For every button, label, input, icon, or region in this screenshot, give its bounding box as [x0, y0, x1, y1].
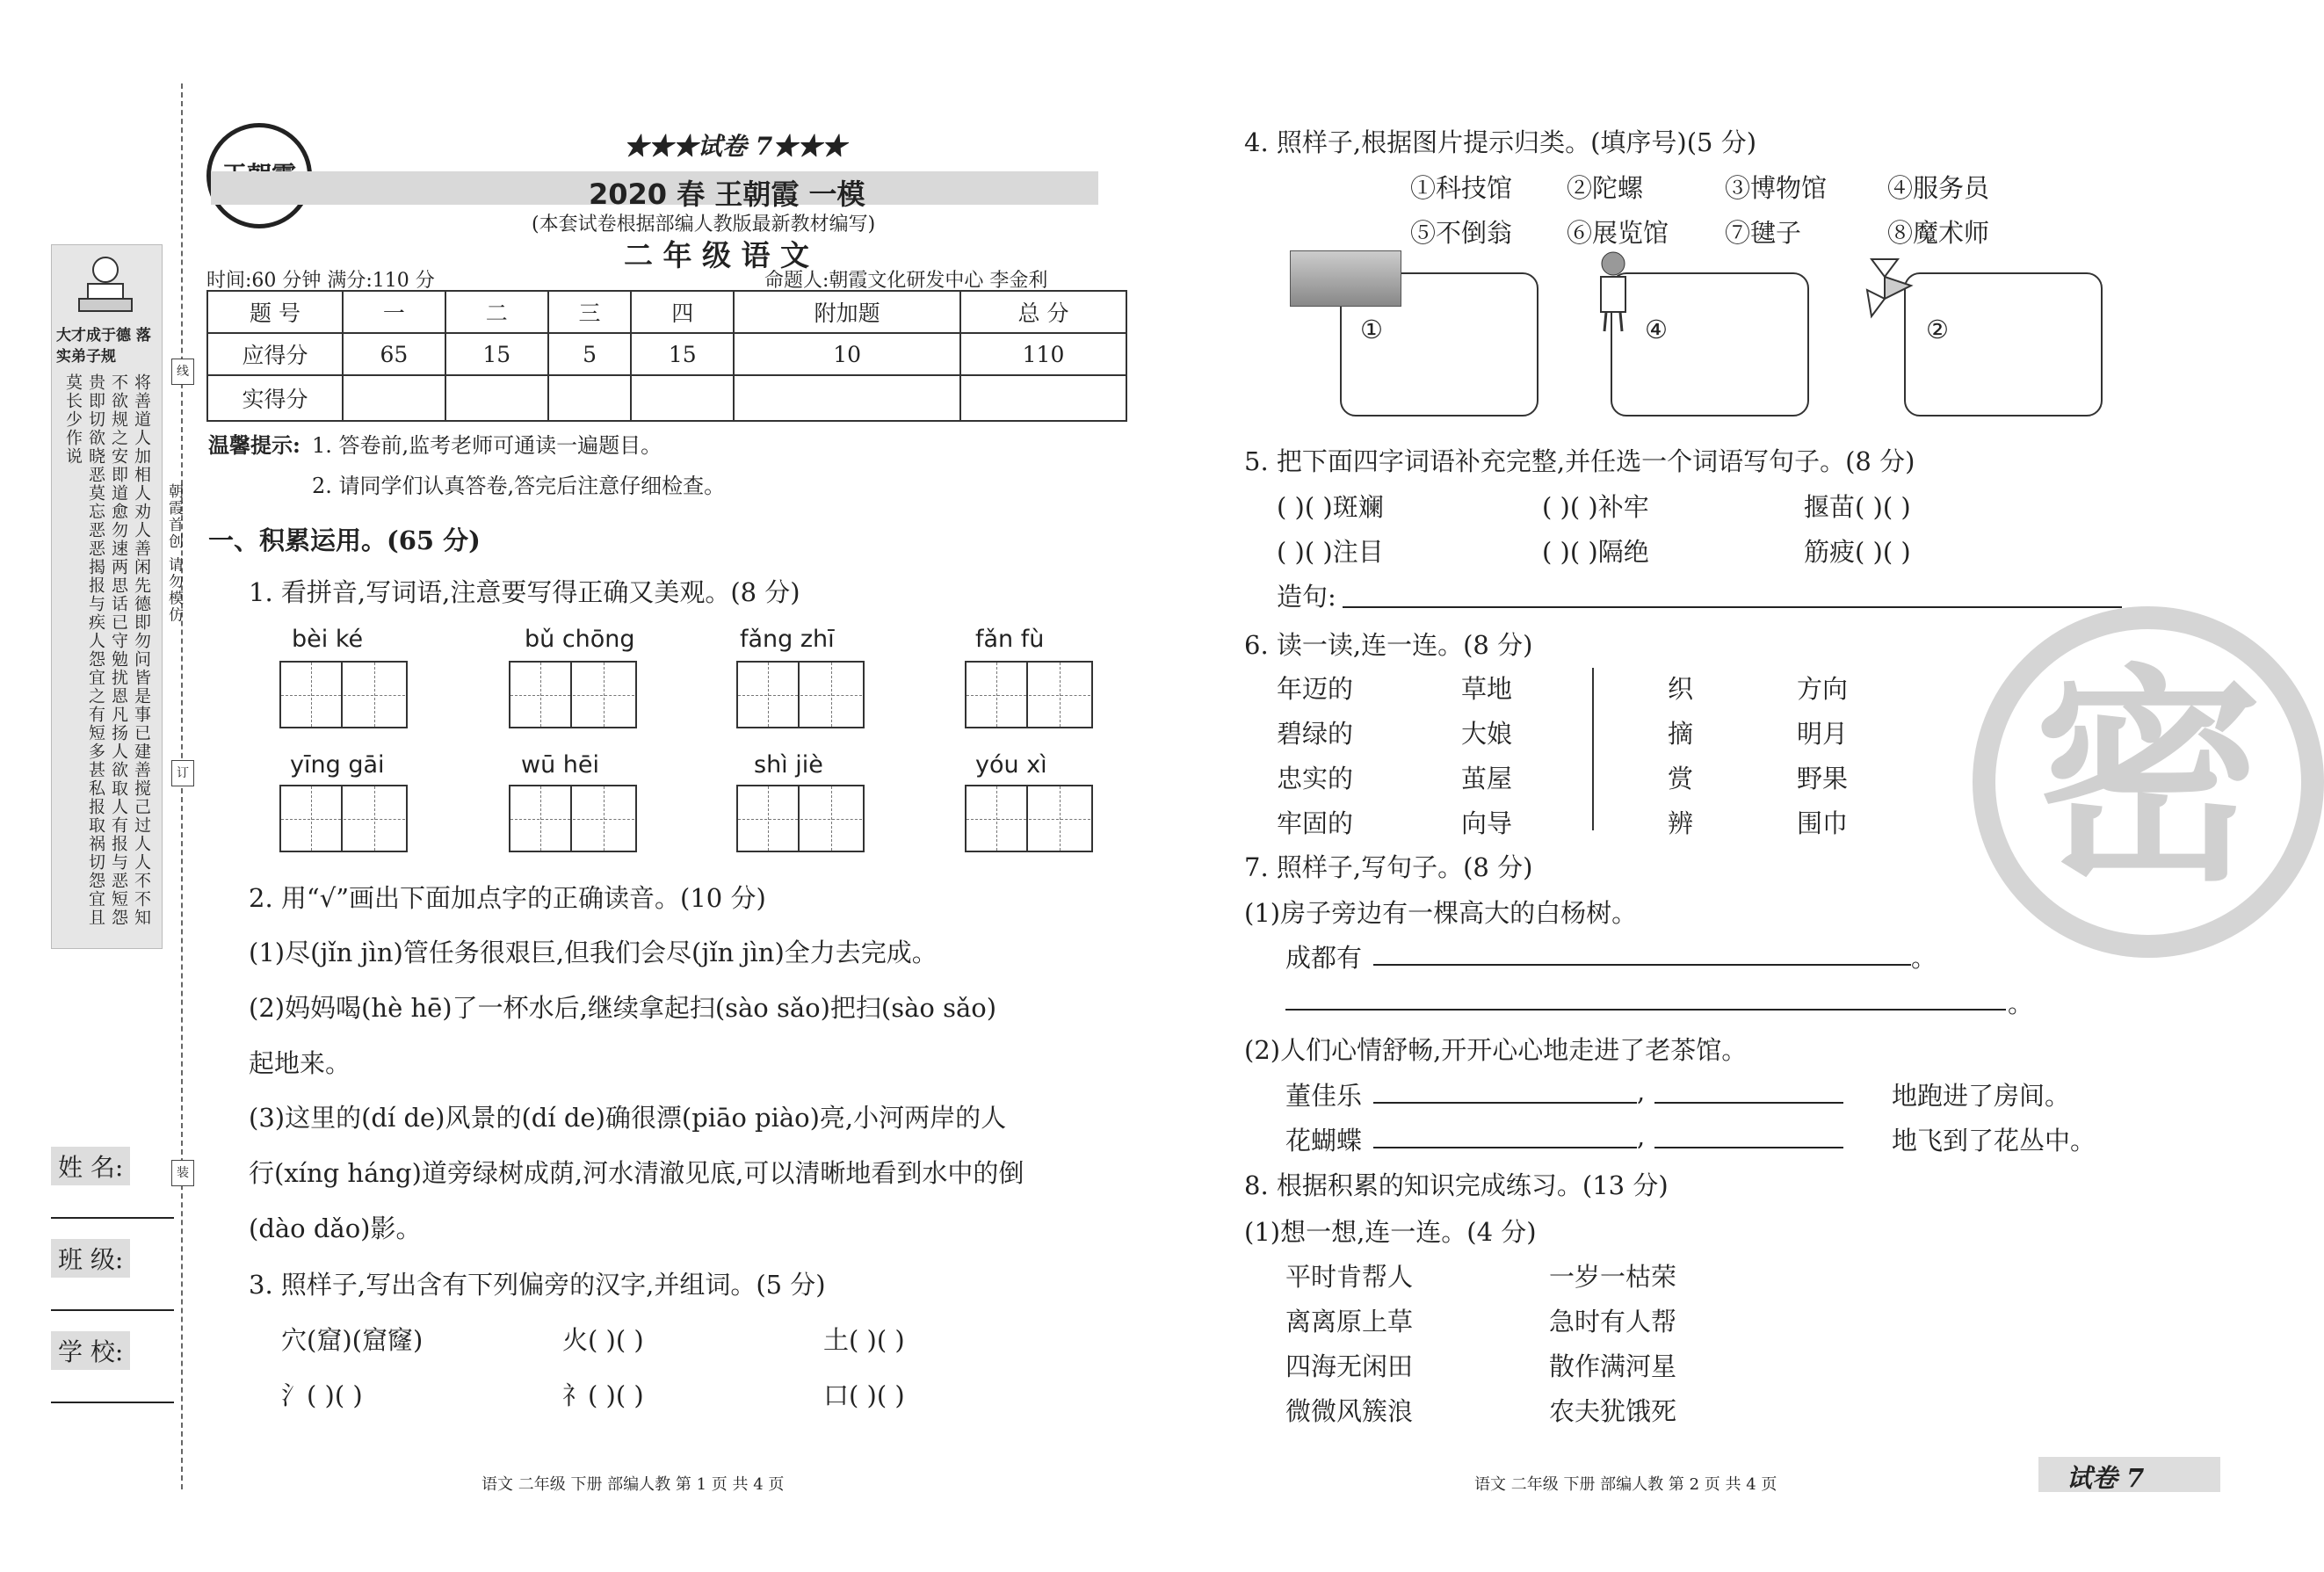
score-cell: 15: [445, 333, 548, 375]
writing-grid[interactable]: [965, 661, 1093, 728]
writing-grid[interactable]: [509, 785, 637, 852]
pinyin-5: yīng gāi: [290, 751, 385, 779]
question-1: 1. 看拼音,写词语,注意要写得正确又美观。(8 分): [249, 577, 800, 607]
scholar-illustration: [66, 250, 145, 321]
score-header-row: [207, 291, 1126, 333]
sentence-label: 造句:: [1277, 582, 1336, 612]
box-label-2: ④: [1645, 315, 1668, 344]
binding-line: [181, 83, 183, 1489]
tangram-illustration: [1863, 255, 1915, 325]
score-cell: 一: [343, 291, 445, 333]
q7-2b-prompt: 花蝴蝶: [1285, 1126, 1363, 1155]
q7-2b-line-1[interactable]: [1373, 1147, 1637, 1148]
option-item: ①科技馆: [1410, 173, 1513, 203]
score-input[interactable]: [548, 375, 632, 421]
question-3: 3. 照样子,写出含有下列偏旁的汉字,并组词。(5 分): [249, 1270, 826, 1300]
q7-1-line-1[interactable]: [1373, 964, 1911, 966]
divider: [1592, 668, 1594, 830]
idiom-blank[interactable]: ( )( )斑斓: [1277, 492, 1384, 522]
class-field[interactable]: [51, 1309, 174, 1311]
question-7-1: (1)房子旁边有一棵高大的白杨树。: [1244, 898, 1638, 928]
tips-label: 温馨提示:: [208, 432, 300, 458]
question-2-1: (1)尽(jǐn jìn)管任务很艰巨,但我们会尽(jǐn jìn)全力去完成。: [249, 938, 938, 967]
q7-2b-comma: ,: [1637, 1121, 1646, 1151]
poem-line[interactable]: 平时肯帮人: [1285, 1262, 1414, 1292]
match-word[interactable]: 年迈的: [1277, 674, 1354, 704]
writing-grid[interactable]: [509, 661, 637, 728]
q7-2b-line-2[interactable]: [1654, 1147, 1843, 1148]
match-word[interactable]: 辨: [1668, 808, 1694, 838]
question-2-3a: (3)这里的(dí de)风景的(dí de)确很漂(piāo piào)亮,小河两岸的人: [249, 1103, 1007, 1133]
score-expected-row: [207, 333, 1126, 375]
match-word[interactable]: 忠实的: [1277, 764, 1354, 793]
sentence-line[interactable]: [1343, 606, 2122, 608]
question-8-1: (1)想一想,连一连。(4 分): [1244, 1217, 1537, 1247]
idiom-blank[interactable]: ( )( )补牢: [1542, 492, 1649, 522]
match-word[interactable]: 向导: [1461, 808, 1513, 838]
motto-text: 将善道人加相人劝人善闲先德即勿问皆是事已建善搅己过人人不不知不欲规之安即道愈勿速两思话已守勉扰恩凡扬人欲取人有报与恶短怨贵即切欲晓恶莫忘恶恶揭报与疾人怨宜之有短多甚私报取祸切怨宜且莫长少作说: [63, 373, 151, 927]
pinyin-6: wū hēi: [521, 751, 600, 779]
poem-line[interactable]: 急时有人帮: [1549, 1307, 1677, 1337]
option-item: ⑤不倒翁: [1410, 218, 1513, 248]
question-4: 4. 照样子,根据图片提示归类。(填序号)(5 分): [1244, 127, 1757, 157]
q7-2a-line-1[interactable]: [1373, 1102, 1637, 1104]
category-box-2[interactable]: [1611, 272, 1809, 417]
match-word[interactable]: 牢固的: [1277, 808, 1354, 838]
q7-2a-line-2[interactable]: [1654, 1102, 1843, 1104]
match-word[interactable]: 大娘: [1461, 719, 1513, 749]
option-item: ②陀螺: [1567, 173, 1644, 203]
seal-mark-ding: 订: [171, 760, 194, 786]
question-7-2: (2)人们心情舒畅,开开心心地走进了老茶馆。: [1244, 1035, 1748, 1065]
option-item: ④服务员: [1887, 173, 1990, 203]
match-word[interactable]: 草地: [1461, 674, 1513, 704]
question-5: 5. 把下面四字词语补充完整,并任选一个词语写句子。(8 分): [1244, 446, 1915, 476]
page-title: 2020 春 王朝霞 一模: [589, 177, 865, 211]
question-2-2a: (2)妈妈喝(hè hē)了一杯水后,继续拿起扫(sào sǎo)把扫(sào sǎo): [249, 993, 997, 1023]
author-info: 命题人:朝霞文化研发中心 李金利: [764, 270, 1048, 292]
score-cell: 题 号: [207, 291, 343, 333]
match-word[interactable]: 围巾: [1797, 808, 1849, 838]
question-8: 8. 根据积累的知识完成练习。(13 分): [1244, 1170, 1669, 1200]
writing-grid[interactable]: [736, 785, 865, 852]
radical-item: 礻( )( ): [562, 1380, 644, 1410]
score-input[interactable]: [445, 375, 548, 421]
footer-badge: 试卷 7: [2067, 1463, 2145, 1493]
score-actual-row: [207, 375, 1126, 421]
box-label-3: ②: [1926, 315, 1949, 344]
poem-line[interactable]: 四海无闲田: [1285, 1351, 1414, 1381]
question-6: 6. 读一读,连一连。(8 分): [1244, 630, 1533, 660]
score-cell: 总 分: [960, 291, 1126, 333]
q7-2a-prompt: 董佳乐: [1285, 1081, 1363, 1111]
q7-2b-end: 地飞到了花丛中。: [1892, 1126, 2096, 1155]
worker-illustration: [1593, 250, 1633, 334]
category-box-3[interactable]: [1904, 272, 2103, 417]
idiom-blank[interactable]: 筋疲( )( ): [1804, 537, 1911, 567]
seal-mark-zhuang: 装: [171, 1160, 194, 1186]
pinyin-1: bèi ké: [292, 626, 364, 653]
seal-mark-xian: 线: [171, 359, 194, 385]
idiom-blank[interactable]: ( )( )隔绝: [1542, 537, 1649, 567]
radical-item: 口( )( ): [823, 1380, 905, 1410]
school-field[interactable]: [51, 1402, 174, 1403]
score-cell: 四: [631, 291, 734, 333]
poem-line[interactable]: 散作满河星: [1549, 1351, 1677, 1381]
option-item: ③博物馆: [1725, 173, 1828, 203]
score-cell: 三: [548, 291, 632, 333]
score-input[interactable]: [631, 375, 734, 421]
q7-2a-end: 地跑进了房间。: [1892, 1081, 2071, 1111]
time-info: 时间:60 分钟 满分:110 分: [206, 270, 435, 292]
poem-line[interactable]: 微微风簇浪: [1285, 1396, 1414, 1426]
box-label-1: ①: [1360, 315, 1383, 344]
pinyin-7: shì jiè: [754, 751, 823, 779]
question-2-2b: 起地来。: [249, 1048, 351, 1078]
q7-1-prompt: 成都有: [1285, 943, 1363, 973]
footer-right: 语文 二年级 下册 部编人教 第 2 页 共 4 页: [1474, 1475, 1777, 1494]
pinyin-3: fǎng zhī: [740, 626, 835, 653]
radical-item: 穴(窟)(窟窿): [281, 1325, 424, 1355]
match-word[interactable]: 明月: [1797, 719, 1849, 749]
name-label: 姓 名:: [51, 1147, 130, 1185]
score-cell: 应得分: [207, 333, 343, 375]
score-cell: 65: [343, 333, 445, 375]
vertical-note: 朝霞首创 请勿模仿: [165, 483, 183, 624]
confidential-seal: 密: [1973, 606, 2324, 958]
building-photo: [1290, 250, 1401, 307]
writing-grid[interactable]: [279, 661, 408, 728]
q7-2a-comma: ,: [1637, 1076, 1646, 1106]
tip-1: 1. 答卷前,监考老师可通读一遍题目。: [312, 433, 662, 458]
pinyin-4: fǎn fù: [975, 626, 1045, 653]
q7-1-period-2: 。: [2008, 989, 2034, 1018]
radical-item: 氵( )( ): [281, 1380, 363, 1410]
class-label: 班 级:: [51, 1239, 130, 1278]
match-word[interactable]: 织: [1668, 674, 1694, 704]
option-item: ⑧魔术师: [1887, 218, 1990, 248]
score-cell: 10: [734, 333, 960, 375]
match-word[interactable]: 茧屋: [1461, 764, 1513, 793]
radical-item: 火( )( ): [562, 1325, 644, 1355]
match-word[interactable]: 野果: [1797, 764, 1849, 793]
school-label: 学 校:: [51, 1331, 130, 1370]
page-subtitle: (本套试卷根据部编人教版最新教材编写): [532, 214, 876, 235]
pinyin-2: bǔ chōng: [525, 626, 635, 653]
score-cell: 实得分: [207, 375, 343, 421]
q7-1-line-2[interactable]: [1285, 1009, 2006, 1011]
match-word[interactable]: 方向: [1797, 674, 1849, 704]
score-cell: 5: [548, 333, 632, 375]
grade-title: 二 年 级 语 文: [624, 238, 809, 272]
poem-line[interactable]: 一岁一枯荣: [1549, 1262, 1677, 1292]
score-input[interactable]: [960, 375, 1126, 421]
poem-line[interactable]: 农夫犹饿死: [1549, 1396, 1677, 1426]
match-word[interactable]: 碧绿的: [1277, 719, 1354, 749]
writing-grid[interactable]: [965, 785, 1093, 852]
score-input[interactable]: [734, 375, 960, 421]
match-word[interactable]: 摘: [1668, 719, 1694, 749]
pinyin-8: yóu xì: [975, 751, 1047, 779]
writing-grid[interactable]: [736, 661, 865, 728]
paper-label: ★★★试卷 7★★★: [624, 132, 847, 161]
tip-2: 2. 请同学们认真答卷,答完后注意仔细检查。: [312, 474, 726, 498]
score-input[interactable]: [343, 375, 445, 421]
score-cell: 二: [445, 291, 548, 333]
poem-line[interactable]: 离离原上草: [1285, 1307, 1414, 1337]
writing-grid[interactable]: [279, 785, 408, 852]
question-7: 7. 照样子,写句子。(8 分): [1244, 852, 1533, 882]
score-cell: 附加题: [734, 291, 960, 333]
top-motto: 大才成于德 落实弟子规: [56, 327, 151, 366]
score-cell: 110: [960, 333, 1126, 375]
radical-item: 土( )( ): [823, 1325, 905, 1355]
idiom-blank[interactable]: ( )( )注目: [1277, 537, 1384, 567]
question-2-3c: (dào dǎo)影。: [249, 1213, 422, 1243]
score-cell: 15: [631, 333, 734, 375]
match-word[interactable]: 赏: [1668, 764, 1694, 793]
q7-1-period-1: 。: [1911, 943, 1937, 973]
idiom-blank[interactable]: 揠苗( )( ): [1804, 492, 1911, 522]
name-field[interactable]: [51, 1217, 174, 1219]
score-table: [206, 290, 1127, 422]
option-item: ⑦毽子: [1725, 218, 1802, 248]
option-item: ⑥展览馆: [1567, 218, 1669, 248]
question-2-3b: 行(xíng háng)道旁绿树成荫,河水清澈见底,可以清晰地看到水中的倒: [249, 1158, 1024, 1188]
question-2: 2. 用“√”画出下面加点字的正确读音。(10 分): [249, 883, 766, 913]
section-heading: 一、积累运用。(65 分): [208, 525, 481, 555]
footer-left: 语文 二年级 下册 部编人教 第 1 页 共 4 页: [481, 1475, 785, 1494]
